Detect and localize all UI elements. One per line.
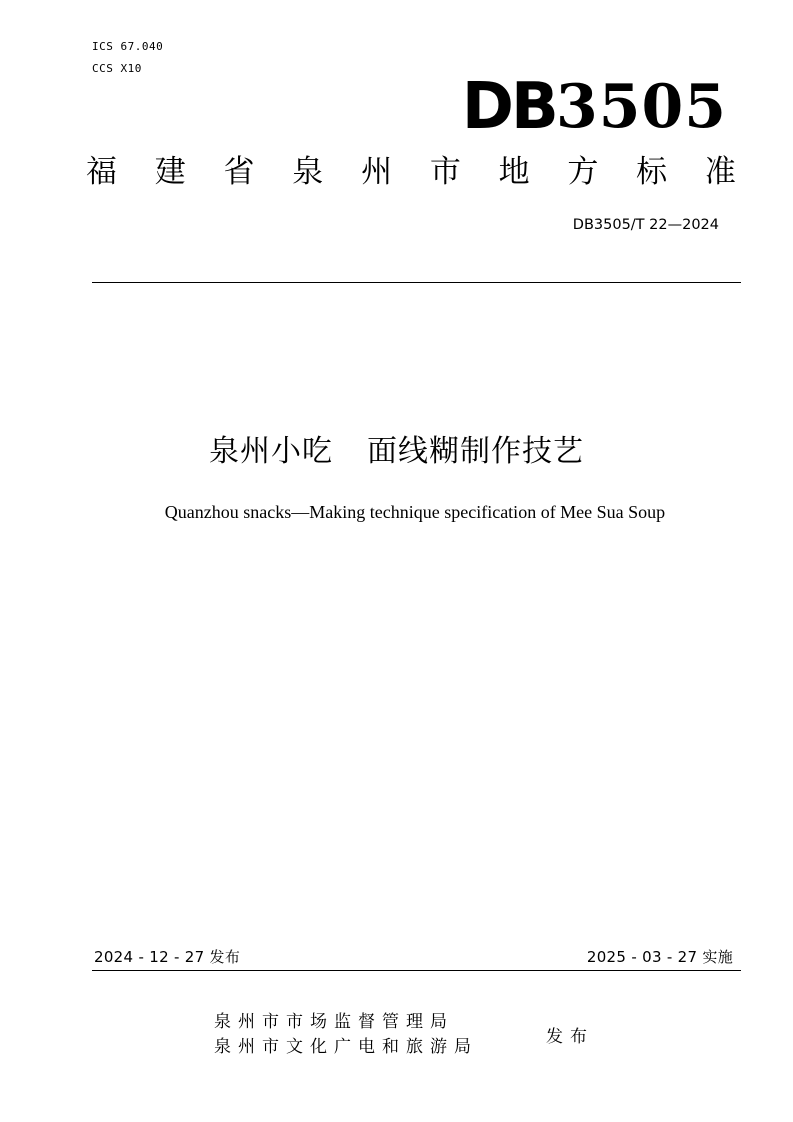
title-char: 准 (704, 154, 736, 190)
title-char: 标 (636, 154, 668, 190)
bottom-divider (92, 970, 741, 971)
title-char: 泉 (292, 154, 324, 190)
standard-category-title (86, 150, 736, 194)
issue-date: 2024 - 12 - 27 发布 (94, 948, 241, 966)
document-title-en: Quanzhou snacks—Making technique specification of Mee Sua Soup (164, 502, 666, 522)
db-logo (460, 70, 727, 144)
issuer-culture-tourism: 泉州市文化广电和旅游局 (214, 1037, 478, 1057)
effective-date: 2025 - 03 - 27 实施 (586, 948, 733, 966)
title-cn-part1: 泉州小吃 (209, 434, 333, 469)
title-char: 福 (86, 154, 117, 190)
logo-prefix: DB (462, 70, 556, 144)
top-divider (92, 282, 741, 283)
title-char: 建 (154, 154, 186, 190)
title-char: 省 (223, 154, 255, 190)
issuer-list (214, 1010, 478, 1060)
title-char: 方 (567, 154, 599, 190)
standard-code: DB3505/T 22—2024 (572, 217, 719, 233)
title-char: 市 (429, 154, 461, 190)
title-char: 地 (498, 154, 530, 190)
title-char: 州 (361, 154, 393, 190)
issuer-market-regulation: 泉州市市场监督管理局 (214, 1012, 454, 1032)
issue-label: 发布 (546, 1027, 594, 1047)
document-title-cn (0, 430, 793, 474)
logo-number: 3505 (556, 72, 727, 142)
ics-code: ICS 67.040 (92, 40, 164, 53)
title-cn-part2: 面线糊制作技艺 (367, 434, 584, 469)
ccs-code: CCS X10 (92, 62, 142, 75)
